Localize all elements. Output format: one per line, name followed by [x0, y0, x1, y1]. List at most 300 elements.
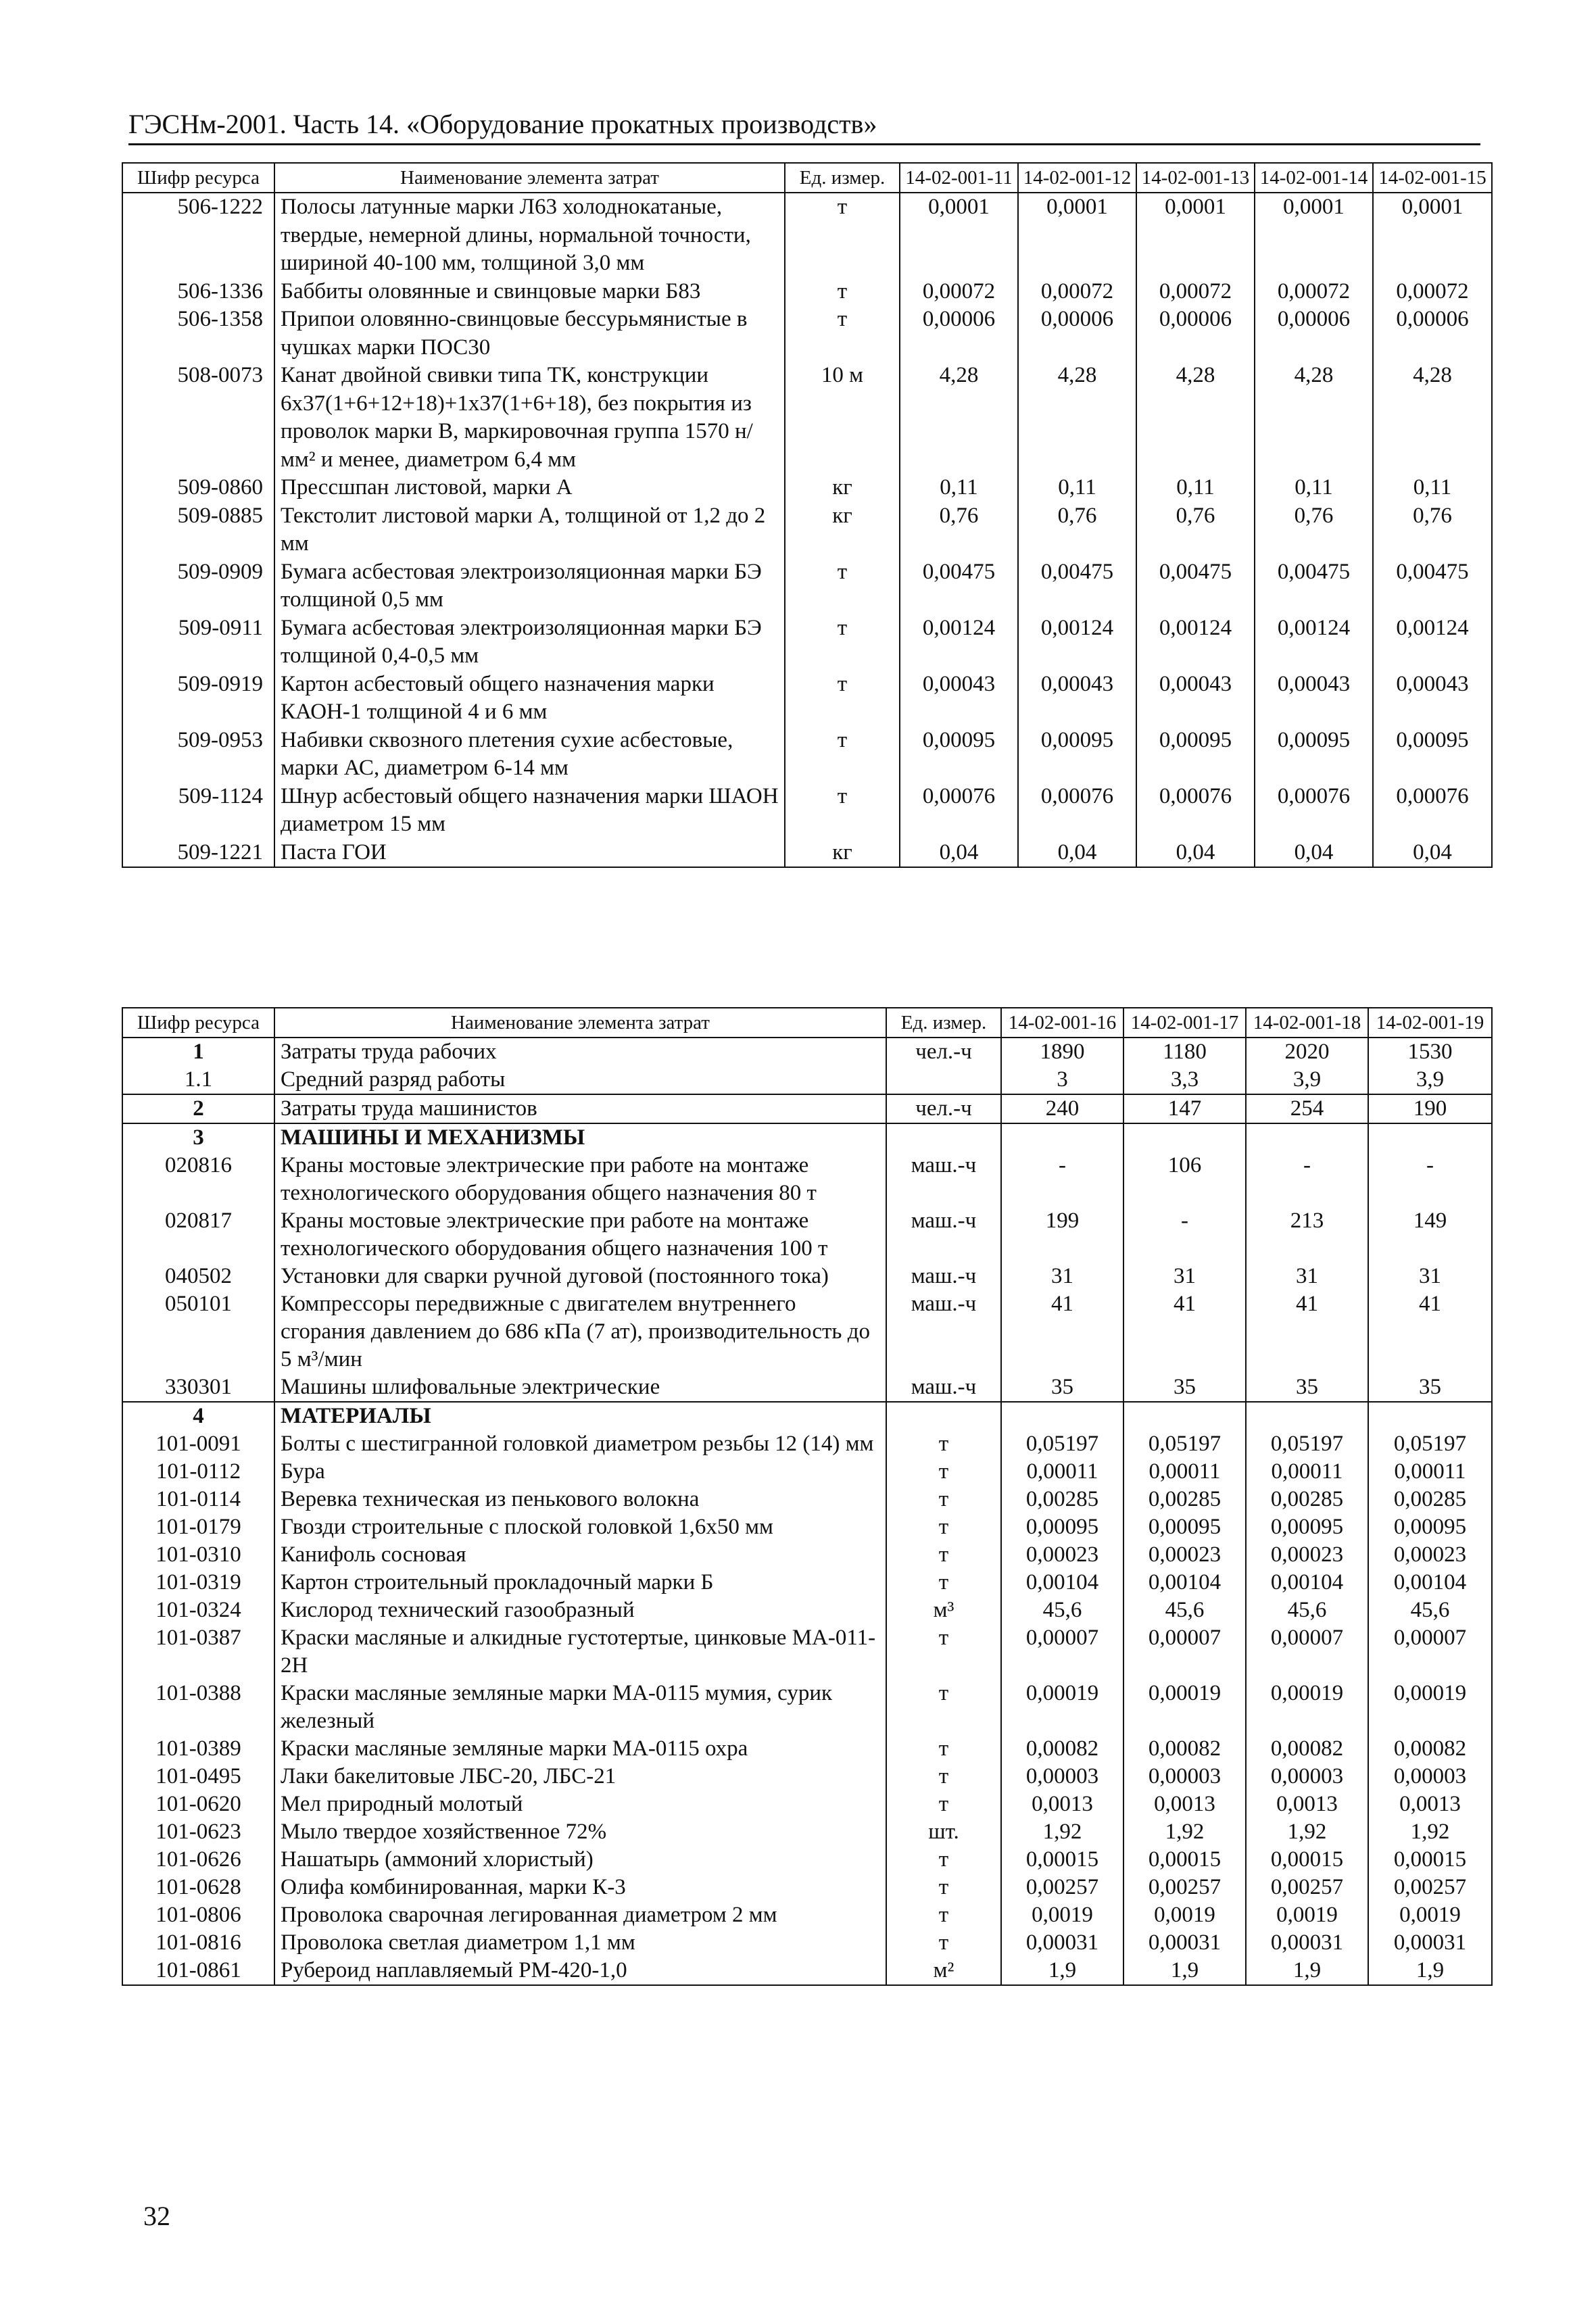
resource-name: Компрессоры передвижные с двигателем внутреннего сгорания давлением до 686 кПа (7 ат), производительность до 5 м³/мин [274, 1290, 886, 1373]
table-row [122, 1541, 1492, 1569]
norm-value: 0,00003 [1368, 1763, 1492, 1790]
resource-code: 509-0860 [122, 474, 274, 502]
table-row [122, 1929, 1492, 1957]
table-row [122, 1402, 1492, 1430]
norm-value: 0,0019 [1001, 1901, 1123, 1929]
norm-value: 0,00475 [1373, 558, 1492, 614]
table-row [122, 839, 1492, 868]
norm-value [1368, 1402, 1492, 1430]
resource-code: 101-0620 [122, 1790, 274, 1818]
norm-value: 0,04 [1255, 839, 1373, 868]
resource-unit: маш.-ч [886, 1152, 1001, 1207]
norm-value: 4,28 [1018, 362, 1136, 474]
norm-value: 0,00076 [1018, 783, 1136, 839]
resource-table-2 [122, 1007, 1493, 1986]
norm-value: 0,0001 [1018, 193, 1136, 278]
resource-code: 509-0911 [122, 614, 274, 671]
norm-value: 0,05197 [1246, 1430, 1368, 1458]
resource-unit: т [886, 1763, 1001, 1790]
norm-value: 0,00475 [1136, 558, 1255, 614]
norm-value: 0,00095 [1246, 1513, 1368, 1541]
norm-value: 0,0019 [1368, 1901, 1492, 1929]
norm-value [1368, 1123, 1492, 1152]
resource-unit [886, 1066, 1001, 1094]
resource-code: 101-0310 [122, 1541, 274, 1569]
norm-value: 0,0019 [1246, 1901, 1368, 1929]
col-header-norm: 14-02-001-14 [1255, 163, 1373, 193]
norm-value: 0,00015 [1001, 1846, 1123, 1874]
norm-value: 0,00104 [1001, 1569, 1123, 1597]
resource-name: Болты с шестигранной головкой диаметром резьбы 12 (14) мм [274, 1430, 886, 1458]
resource-name: Веревка техническая из пенькового волокна [274, 1486, 886, 1513]
resource-unit [886, 1123, 1001, 1152]
table-row [122, 502, 1492, 558]
resource-name: Прессшпан листовой, марки А [274, 474, 785, 502]
resource-code: 4 [122, 1402, 274, 1430]
table-row [122, 1874, 1492, 1901]
norm-value: 0,00019 [1001, 1680, 1123, 1735]
resource-code: 330301 [122, 1373, 274, 1402]
resource-unit: маш.-ч [886, 1290, 1001, 1373]
resource-code: 509-0953 [122, 727, 274, 783]
table-row [122, 1569, 1492, 1597]
norm-value: 0,00019 [1368, 1680, 1492, 1735]
table-row [122, 306, 1492, 362]
resource-code: 509-0885 [122, 502, 274, 558]
table-header-row [122, 163, 1492, 193]
resource-name: Шнур асбестовый общего назначения марки ШАОН диаметром 15 мм [274, 783, 785, 839]
norm-value [1001, 1123, 1123, 1152]
norm-value: 1890 [1001, 1038, 1123, 1066]
norm-value: - [1001, 1152, 1123, 1207]
resource-name: Кислород технический газообразный [274, 1597, 886, 1624]
resource-unit: т [785, 306, 900, 362]
norm-value: 0,00043 [1018, 671, 1136, 727]
resource-name: Бура [274, 1458, 886, 1486]
resource-unit: кг [785, 839, 900, 868]
norm-value: 1,92 [1246, 1818, 1368, 1846]
resource-name: Средний разряд работы [274, 1066, 886, 1094]
resource-name: МАШИНЫ И МЕХАНИЗМЫ [274, 1123, 886, 1152]
resource-name: Бумага асбестовая электроизоляционная марки БЭ толщиной 0,4-0,5 мм [274, 614, 785, 671]
norm-value: 0,00095 [1368, 1513, 1492, 1541]
resource-unit: т [886, 1846, 1001, 1874]
norm-value: 0,00007 [1123, 1624, 1246, 1680]
resource-name: Краны мостовые электрические при работе на монтаже технологического оборудования общего назначения 80 т [274, 1152, 886, 1207]
norm-value: 1180 [1123, 1038, 1246, 1066]
resource-code: 101-0806 [122, 1901, 274, 1929]
norm-value: 0,00076 [1136, 783, 1255, 839]
resource-unit: т [785, 727, 900, 783]
norm-value: 0,0001 [1136, 193, 1255, 278]
resource-unit: 10 м [785, 362, 900, 474]
resource-code: 506-1358 [122, 306, 274, 362]
norm-value: 0,00082 [1123, 1735, 1246, 1763]
norm-value [1123, 1402, 1246, 1430]
table-row [122, 1624, 1492, 1680]
norm-value [1246, 1402, 1368, 1430]
norm-value: 4,28 [1255, 362, 1373, 474]
norm-value: 106 [1123, 1152, 1246, 1207]
norm-value: 0,00072 [1373, 278, 1492, 306]
norm-value: 0,00043 [1255, 671, 1373, 727]
resource-code: 101-0387 [122, 1624, 274, 1680]
resource-table-1 [122, 162, 1493, 868]
norm-value: 1,9 [1001, 1957, 1123, 1985]
table-row [122, 1846, 1492, 1874]
norm-value: 0,00076 [900, 783, 1018, 839]
resource-name: Гвозди строительные с плоской головкой 1,6х50 мм [274, 1513, 886, 1541]
norm-value: 1530 [1368, 1038, 1492, 1066]
norm-value: 31 [1368, 1263, 1492, 1290]
norm-value: 0,00072 [1255, 278, 1373, 306]
norm-value: 0,00076 [1373, 783, 1492, 839]
norm-value: 0,00043 [1136, 671, 1255, 727]
table-row [122, 1901, 1492, 1929]
resource-unit: т [886, 1929, 1001, 1957]
norm-value: 0,00011 [1246, 1458, 1368, 1486]
table-row [122, 1597, 1492, 1624]
norm-value: 1,92 [1001, 1818, 1123, 1846]
norm-value: 0,0001 [1255, 193, 1373, 278]
resource-unit: кг [785, 474, 900, 502]
resource-name: Олифа комбинированная, марки К-3 [274, 1874, 886, 1901]
resource-name: Канифоль сосновая [274, 1541, 886, 1569]
norm-value: 35 [1001, 1373, 1123, 1402]
resource-unit: т [785, 558, 900, 614]
norm-value: 0,0013 [1246, 1790, 1368, 1818]
resource-unit: чел.-ч [886, 1038, 1001, 1066]
resource-name: Текстолит листовой марки А, толщиной от 1,2 до 2 мм [274, 502, 785, 558]
norm-value: 0,00475 [900, 558, 1018, 614]
norm-value: 0,00072 [1136, 278, 1255, 306]
resource-code: 101-0179 [122, 1513, 274, 1541]
norm-value: 0,00082 [1246, 1735, 1368, 1763]
col-header-name: Наименование элемента затрат [274, 163, 785, 193]
norm-value: 4,28 [1373, 362, 1492, 474]
norm-value: 240 [1001, 1094, 1123, 1123]
norm-value: 0,00104 [1368, 1569, 1492, 1597]
table-row [122, 278, 1492, 306]
norm-value: 31 [1123, 1263, 1246, 1290]
norm-value: 0,00124 [1373, 614, 1492, 671]
norm-value: 31 [1246, 1263, 1368, 1290]
norm-value: 0,00072 [1018, 278, 1136, 306]
table-row [122, 1763, 1492, 1790]
resource-unit: т [886, 1680, 1001, 1735]
table-row [122, 1207, 1492, 1263]
resource-code: 508-0073 [122, 362, 274, 474]
norm-value: 254 [1246, 1094, 1368, 1123]
resource-unit: т [886, 1735, 1001, 1763]
resource-code: 1.1 [122, 1066, 274, 1094]
resource-unit: кг [785, 502, 900, 558]
resource-unit: т [886, 1513, 1001, 1541]
norm-value: 0,00124 [1018, 614, 1136, 671]
norm-value: 0,00015 [1368, 1846, 1492, 1874]
norm-value: 0,00124 [1136, 614, 1255, 671]
col-header-norm: 14-02-001-12 [1018, 163, 1136, 193]
norm-value: 41 [1001, 1290, 1123, 1373]
norm-value: 0,00023 [1246, 1541, 1368, 1569]
resource-unit: т [886, 1901, 1001, 1929]
page-header [128, 108, 1480, 145]
norm-value: 3,9 [1246, 1066, 1368, 1094]
norm-value: 0,04 [1373, 839, 1492, 868]
norm-value: 0,00006 [1255, 306, 1373, 362]
resource-code: 101-0495 [122, 1763, 274, 1790]
norm-value: 0,00104 [1246, 1569, 1368, 1597]
norm-value: 0,76 [900, 502, 1018, 558]
norm-value: 0,00082 [1368, 1735, 1492, 1763]
resource-unit: т [886, 1874, 1001, 1901]
norm-value: 0,05197 [1368, 1430, 1492, 1458]
norm-value: 35 [1123, 1373, 1246, 1402]
table-row [122, 783, 1492, 839]
resource-name: Рубероид наплавляемый РМ-420-1,0 [274, 1957, 886, 1985]
norm-value [1246, 1123, 1368, 1152]
resource-name: Паста ГОИ [274, 839, 785, 868]
norm-value: 0,00023 [1368, 1541, 1492, 1569]
resource-code: 020816 [122, 1152, 274, 1207]
norm-value: 1,9 [1246, 1957, 1368, 1985]
norm-value: 0,00023 [1123, 1541, 1246, 1569]
norm-value: 45,6 [1123, 1597, 1246, 1624]
norm-value: 0,00019 [1246, 1680, 1368, 1735]
norm-value: 0,00257 [1001, 1874, 1123, 1901]
col-header-code: Шифр ресурса [122, 1008, 274, 1038]
resource-code: 509-0909 [122, 558, 274, 614]
resource-unit: т [785, 783, 900, 839]
resource-unit: м³ [886, 1597, 1001, 1624]
norm-value: 0,00031 [1123, 1929, 1246, 1957]
norm-value: 0,00124 [900, 614, 1018, 671]
table-row [122, 1094, 1492, 1123]
norm-value: 0,00015 [1246, 1846, 1368, 1874]
norm-value: 0,00019 [1123, 1680, 1246, 1735]
resource-code: 2 [122, 1094, 274, 1123]
norm-value: 1,9 [1123, 1957, 1246, 1985]
norm-value: 0,0019 [1123, 1901, 1246, 1929]
norm-value: 0,00095 [1255, 727, 1373, 783]
resource-code: 101-0389 [122, 1735, 274, 1763]
norm-value: 0,00475 [1255, 558, 1373, 614]
resource-name: Нашатырь (аммоний хлористый) [274, 1846, 886, 1874]
norm-value: 0,00082 [1001, 1735, 1123, 1763]
resource-name: Затраты труда машинистов [274, 1094, 886, 1123]
norm-value: 0,00095 [1373, 727, 1492, 783]
resource-code: 020817 [122, 1207, 274, 1263]
norm-value: 0,11 [1255, 474, 1373, 502]
resource-code: 506-1336 [122, 278, 274, 306]
col-header-code: Шифр ресурса [122, 163, 274, 193]
norm-value: 35 [1368, 1373, 1492, 1402]
table-row [122, 1818, 1492, 1846]
norm-value: 0,11 [900, 474, 1018, 502]
norm-value: 0,11 [1018, 474, 1136, 502]
resource-unit: шт. [886, 1818, 1001, 1846]
table-row [122, 1263, 1492, 1290]
resource-code: 101-0861 [122, 1957, 274, 1985]
resource-unit: маш.-ч [886, 1207, 1001, 1263]
table-row [122, 1486, 1492, 1513]
norm-value: 0,00023 [1001, 1541, 1123, 1569]
resource-unit: т [886, 1430, 1001, 1458]
norm-value: 45,6 [1368, 1597, 1492, 1624]
norm-value: 0,05197 [1123, 1430, 1246, 1458]
norm-value: 190 [1368, 1094, 1492, 1123]
table-row [122, 1152, 1492, 1207]
norm-value: 0,00285 [1123, 1486, 1246, 1513]
norm-value: 0,00031 [1001, 1929, 1123, 1957]
norm-value: 0,04 [1136, 839, 1255, 868]
table-row [122, 1458, 1492, 1486]
resource-name: Канат двойной свивки типа ТК, конструкции 6х37(1+6+12+18)+1х37(1+6+18), без покрытия из проволок марки В, маркировочная группа 1570 н/мм² и менее, диаметром 6,4 мм [274, 362, 785, 474]
norm-value: 0,00095 [1123, 1513, 1246, 1541]
norm-value: 0,11 [1136, 474, 1255, 502]
table-row [122, 614, 1492, 671]
norm-value: 0,00007 [1246, 1624, 1368, 1680]
col-header-unit: Ед. измер. [886, 1008, 1001, 1038]
norm-value: 0,00285 [1001, 1486, 1123, 1513]
resource-name: Проволока светлая диаметром 1,1 мм [274, 1929, 886, 1957]
resource-name: Полосы латунные марки Л63 холоднокатаные, твердые, немерной длины, нормальной точности, шириной 40-100 мм, толщиной 3,0 мм [274, 193, 785, 278]
resource-name: Проволока сварочная легированная диаметром 2 мм [274, 1901, 886, 1929]
col-header-norm: 14-02-001-17 [1123, 1008, 1246, 1038]
norm-value: 41 [1368, 1290, 1492, 1373]
resource-code: 1 [122, 1038, 274, 1066]
resource-unit: т [886, 1541, 1001, 1569]
col-header-unit: Ед. измер. [785, 163, 900, 193]
resource-unit: т [886, 1458, 1001, 1486]
resource-unit [886, 1402, 1001, 1430]
resource-name: Картон строительный прокладочный марки Б [274, 1569, 886, 1597]
resource-code: 101-0626 [122, 1846, 274, 1874]
table-row [122, 1680, 1492, 1735]
norm-value: 0,00043 [1373, 671, 1492, 727]
norm-value: 0,00095 [1018, 727, 1136, 783]
norm-value: 3,9 [1368, 1066, 1492, 1094]
table-row [122, 1066, 1492, 1094]
norm-value: 0,76 [1136, 502, 1255, 558]
norm-value: 35 [1246, 1373, 1368, 1402]
resource-name: Машины шлифовальные электрические [274, 1373, 886, 1402]
resource-code: 101-0091 [122, 1430, 274, 1458]
norm-value: 0,00011 [1368, 1458, 1492, 1486]
table-row [122, 558, 1492, 614]
norm-value: 31 [1001, 1263, 1123, 1290]
norm-value: 0,04 [900, 839, 1018, 868]
col-header-norm: 14-02-001-16 [1001, 1008, 1123, 1038]
norm-value: 1,92 [1123, 1818, 1246, 1846]
norm-value: 147 [1123, 1094, 1246, 1123]
resource-name: Баббиты оловянные и свинцовые марки Б83 [274, 278, 785, 306]
resource-name: Краски масляные и алкидные густотертые, цинковые МА-011-2Н [274, 1624, 886, 1680]
norm-value: 0,11 [1373, 474, 1492, 502]
norm-value: 0,00006 [1018, 306, 1136, 362]
norm-value: 41 [1123, 1290, 1246, 1373]
norm-value: 0,04 [1018, 839, 1136, 868]
col-header-norm: 14-02-001-13 [1136, 163, 1255, 193]
norm-value: 0,00257 [1368, 1874, 1492, 1901]
resource-code: 506-1222 [122, 193, 274, 278]
table-row [122, 1038, 1492, 1066]
norm-value: 0,0013 [1123, 1790, 1246, 1818]
resource-unit: маш.-ч [886, 1263, 1001, 1290]
norm-value: 0,00006 [900, 306, 1018, 362]
table-row [122, 671, 1492, 727]
norm-value: 0,76 [1255, 502, 1373, 558]
table-row [122, 1123, 1492, 1152]
resource-unit: т [785, 278, 900, 306]
table-row [122, 1513, 1492, 1541]
norm-value: 0,00072 [900, 278, 1018, 306]
norm-value: 213 [1246, 1207, 1368, 1263]
resource-name: Припои оловянно-свинцовые бессурьмянистые в чушках марки ПОС30 [274, 306, 785, 362]
col-header-name: Наименование элемента затрат [274, 1008, 886, 1038]
resource-unit: чел.-ч [886, 1094, 1001, 1123]
norm-value: 0,00007 [1368, 1624, 1492, 1680]
norm-value: 0,0013 [1001, 1790, 1123, 1818]
norm-value: 0,0001 [1373, 193, 1492, 278]
resource-code: 509-1124 [122, 783, 274, 839]
norm-value: 2020 [1246, 1038, 1368, 1066]
resource-name: Набивки сквозного плетения сухие асбестовые, марки АС, диаметром 6-14 мм [274, 727, 785, 783]
norm-value: 0,00003 [1123, 1763, 1246, 1790]
norm-value: 45,6 [1001, 1597, 1123, 1624]
norm-value: 0,00257 [1246, 1874, 1368, 1901]
norm-value: 3,3 [1123, 1066, 1246, 1094]
norm-value: - [1246, 1152, 1368, 1207]
resource-code: 101-0388 [122, 1680, 274, 1735]
norm-value: 0,00076 [1255, 783, 1373, 839]
norm-value: 0,00104 [1123, 1569, 1246, 1597]
norm-value: 3 [1001, 1066, 1123, 1094]
norm-value: 0,00003 [1246, 1763, 1368, 1790]
norm-value: - [1368, 1152, 1492, 1207]
table-row [122, 1735, 1492, 1763]
resource-unit: м² [886, 1957, 1001, 1985]
table-row [122, 1790, 1492, 1818]
norm-value: 1,9 [1368, 1957, 1492, 1985]
resource-name: Бумага асбестовая электроизоляционная марки БЭ толщиной 0,5 мм [274, 558, 785, 614]
norm-value: 0,00095 [1136, 727, 1255, 783]
resource-unit: т [886, 1569, 1001, 1597]
norm-value: 0,00124 [1255, 614, 1373, 671]
norm-value: 0,76 [1018, 502, 1136, 558]
norm-value: 0,05197 [1001, 1430, 1123, 1458]
resource-unit: т [886, 1790, 1001, 1818]
resource-name: Установки для сварки ручной дуговой (постоянного тока) [274, 1263, 886, 1290]
norm-value: 0,00006 [1373, 306, 1492, 362]
resource-name: Мел природный молотый [274, 1790, 886, 1818]
norm-value: 0,0001 [900, 193, 1018, 278]
table-row [122, 1957, 1492, 1985]
resource-code: 050101 [122, 1290, 274, 1373]
resource-name: МАТЕРИАЛЫ [274, 1402, 886, 1430]
resource-unit: т [785, 193, 900, 278]
norm-value: 45,6 [1246, 1597, 1368, 1624]
resource-code: 509-1221 [122, 839, 274, 868]
resource-unit: т [785, 614, 900, 671]
resource-code: 101-0319 [122, 1569, 274, 1597]
resource-code: 101-0816 [122, 1929, 274, 1957]
table-row [122, 1430, 1492, 1458]
resource-unit: т [886, 1486, 1001, 1513]
norm-value: 0,00003 [1001, 1763, 1123, 1790]
norm-value [1123, 1123, 1246, 1152]
resource-code: 3 [122, 1123, 274, 1152]
